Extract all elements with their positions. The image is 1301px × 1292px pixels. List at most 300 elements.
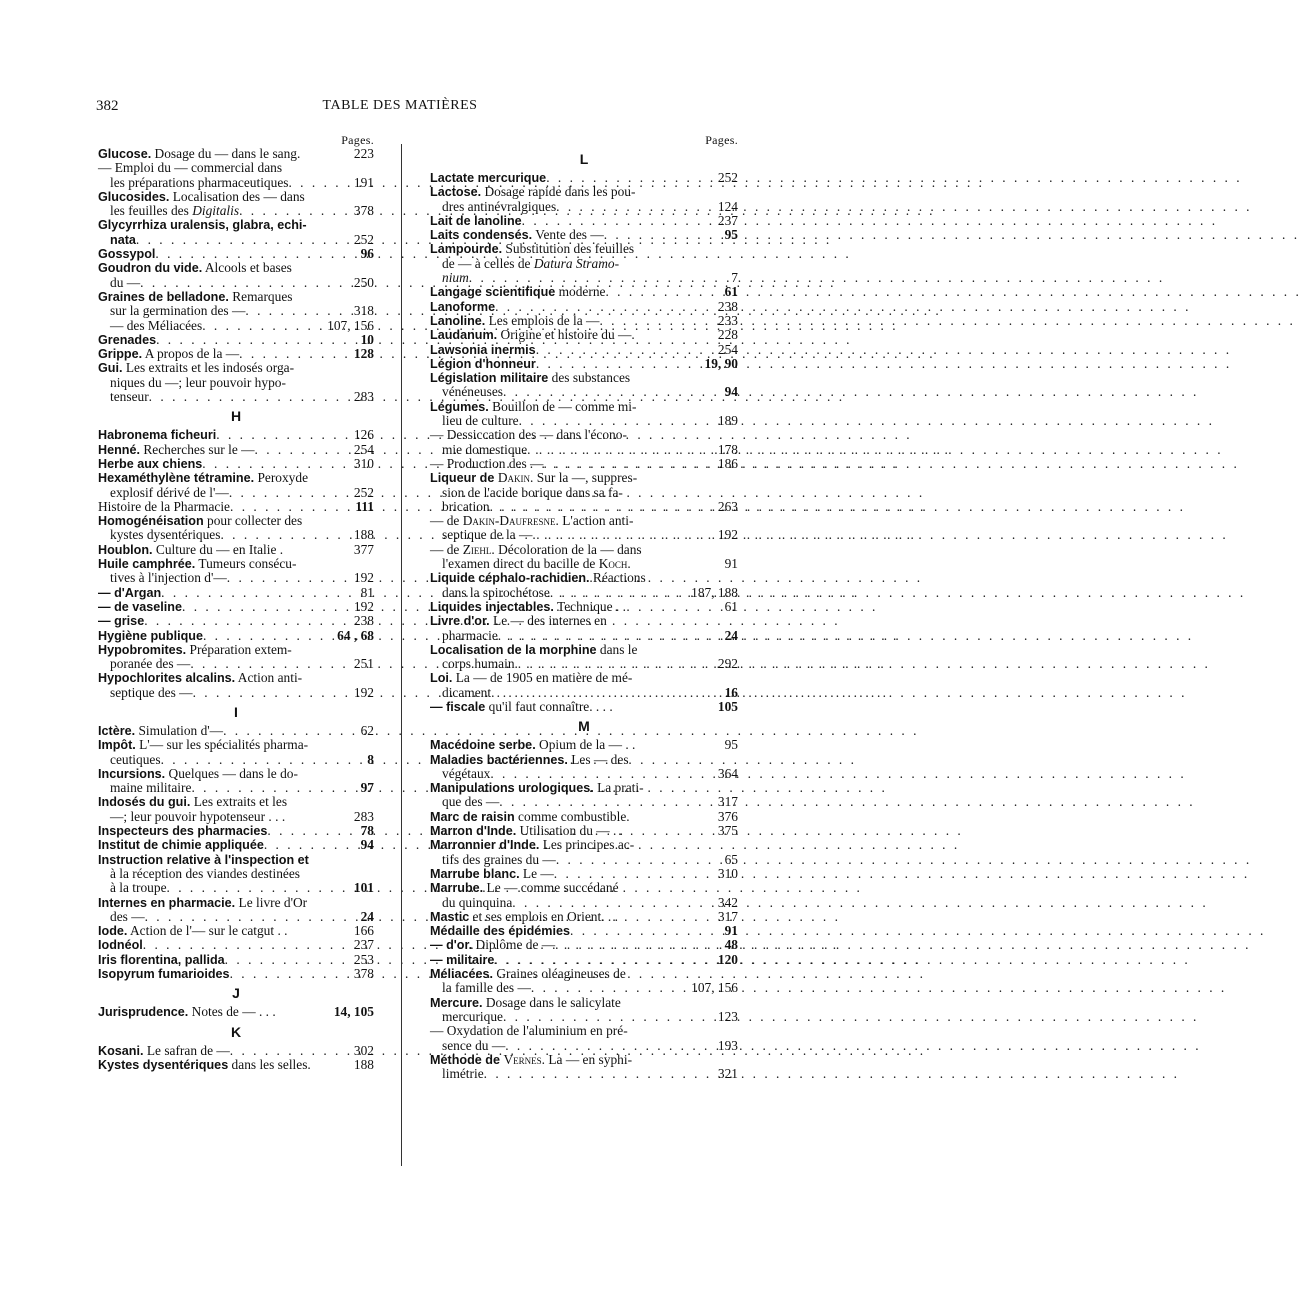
- dot-leader: [505, 1039, 715, 1053]
- entry-headword: Mercure.: [430, 995, 483, 1010]
- index-entry: [98, 600, 374, 614]
- index-entry: [98, 1044, 374, 1058]
- index-entry: [98, 671, 374, 700]
- index-entry: [98, 161, 374, 190]
- index-entry: [430, 514, 738, 543]
- page-ref: 193: [717, 1037, 738, 1053]
- page-ref: 228: [717, 327, 738, 343]
- index-entry: [430, 214, 738, 228]
- page-ref: 91: [724, 923, 738, 939]
- entry-text: Tumeurs consécu-: [195, 556, 297, 572]
- entry-headword: Liquide céphalo-rachidien.: [430, 571, 590, 586]
- page-ref: 192: [717, 527, 738, 543]
- index-entry: [98, 543, 374, 557]
- index-entry: [98, 471, 374, 500]
- index-entry: [98, 457, 374, 471]
- index-entry: [430, 571, 738, 600]
- page-ref: 283: [353, 389, 374, 405]
- index-entry: [98, 824, 374, 838]
- dot-leader: [491, 686, 722, 700]
- index-entry: [430, 471, 738, 514]
- entry-text: sion de l'acide borique dans sa fa-: [442, 484, 623, 500]
- section-letter: I: [234, 703, 238, 720]
- dot-leader: [546, 171, 715, 185]
- entry-headword: Marc de raisin: [430, 809, 515, 824]
- page-ref: 105: [717, 698, 738, 714]
- page-ref: 378: [353, 966, 374, 982]
- entry-text: brication: [442, 498, 490, 514]
- pages-label: Pages.: [705, 133, 738, 147]
- index-entry: [430, 171, 738, 185]
- entry-text: Les — des: [567, 751, 629, 767]
- index-entry: [430, 838, 738, 867]
- entry-text: sur la germination des —: [110, 303, 246, 319]
- entry-headword: — d'or.: [430, 938, 473, 953]
- entry-headword: Hexaméthylène tétramine.: [98, 471, 255, 486]
- index-entry: [430, 228, 738, 242]
- index-entry: [430, 881, 738, 910]
- index-entry: [430, 738, 738, 752]
- entry-text: — Emploi du — commercial dans: [98, 160, 283, 176]
- page-ref: 107, 156: [327, 317, 374, 333]
- page-ref: 364: [717, 765, 738, 781]
- index-entry: [98, 514, 374, 543]
- index-entry: [98, 738, 374, 767]
- entry-text: Dosage dans le salicylate: [482, 994, 621, 1010]
- entry-text: Le — des internes en: [489, 613, 607, 629]
- entry-text: septique des —: [110, 684, 193, 700]
- page-ref: 8: [367, 751, 374, 767]
- entry-text: mercurique: [442, 1008, 503, 1024]
- entry-text: La — de 1905 en matière de mé-: [452, 670, 633, 686]
- index-entry: [430, 614, 738, 643]
- page-ref: 238: [353, 613, 374, 629]
- entry-text: Les principes ac-: [539, 837, 635, 853]
- entry-text: Réactions: [589, 570, 646, 586]
- dot-leader: [230, 1044, 351, 1058]
- entry-headword: Hypochlorites alcalins.: [98, 671, 236, 686]
- entry-headword: Gossypol: [98, 247, 156, 262]
- dot-leader: [554, 867, 715, 881]
- entry-headword: nata: [110, 232, 136, 247]
- entry-text: Action anti-: [235, 670, 303, 686]
- index-entry: [430, 824, 738, 838]
- page-ref: 192: [353, 570, 374, 586]
- entry-text: moderne: [555, 284, 606, 300]
- dot-leader: [143, 938, 351, 952]
- page-ref: 376: [717, 808, 738, 824]
- page-ref: 7: [731, 270, 738, 286]
- entry-text: Datura Stramo-: [533, 255, 620, 271]
- page-ref: 95: [724, 737, 738, 753]
- entry-text: à la troupe: [110, 880, 167, 896]
- entry-headword: Légumes.: [430, 399, 489, 414]
- dot-leader: [161, 753, 365, 767]
- page-ref: 192: [353, 598, 374, 614]
- section-letter: H: [230, 408, 242, 425]
- entry-text: Remarques: [228, 288, 293, 304]
- index-entry: [430, 428, 738, 457]
- entry-text: . L'action anti-: [555, 513, 634, 529]
- index-entry: [430, 924, 738, 938]
- entry-text: Recherches sur le —: [140, 441, 255, 457]
- index-entry: [430, 314, 738, 328]
- index-entry: [98, 247, 374, 261]
- index-entry: [98, 643, 374, 672]
- page-ref: 253: [353, 951, 374, 967]
- page-ref: 24: [360, 908, 374, 924]
- entry-headword: Glucose.: [98, 147, 152, 161]
- index-entry: [98, 333, 374, 347]
- index-entry: [430, 953, 738, 967]
- page-ref: 302: [353, 1042, 374, 1058]
- index-entry: [430, 285, 738, 299]
- entry-text: — des Méliacées: [110, 317, 203, 333]
- dot-leader: [605, 285, 721, 299]
- entry-headword: Loi.: [430, 671, 453, 686]
- index-entry: [430, 753, 738, 782]
- entry-headword: Isopyrum fumarioides: [98, 967, 230, 982]
- page-ref: 189: [717, 413, 738, 429]
- entry-text: dans la spirochétose: [442, 584, 550, 600]
- index-entry: [98, 953, 374, 967]
- dot-leader: [556, 853, 722, 867]
- entry-headword: Habronema ficheuri: [98, 428, 217, 443]
- section-letter: M: [578, 718, 590, 735]
- entry-text: Histoire de la Pharmacie: [98, 498, 230, 514]
- entry-headword: — de vaseline: [98, 599, 182, 614]
- dot-leader: [543, 457, 714, 471]
- index-entry: [98, 347, 374, 361]
- entry-headword: Localisation de la morphine: [430, 642, 597, 657]
- page-ref: 187, 188: [691, 584, 738, 600]
- dot-leader: [503, 1010, 715, 1024]
- entry-headword: Légion d'honneur: [430, 356, 536, 371]
- page-ref: 62: [360, 722, 374, 738]
- entry-text: de — à celles de: [442, 255, 534, 271]
- page-ref: 166: [353, 923, 374, 939]
- entry-headword: Marron d'Inde.: [430, 824, 517, 839]
- entry-headword: Médaille des épidémies: [430, 924, 570, 939]
- entry-text: végétaux: [442, 765, 491, 781]
- entry-text: — Production des —: [430, 455, 544, 471]
- dot-leader: [503, 385, 722, 399]
- dot-leader: [156, 333, 358, 347]
- entry-text: du quinquina: [442, 894, 513, 910]
- entry-headword: Iris florentina, pallida: [98, 952, 225, 967]
- entry-text: A propos de la —: [142, 346, 240, 362]
- index-entry: [430, 781, 738, 810]
- entry-text: — de: [430, 513, 463, 529]
- page-ref: 91: [724, 556, 738, 572]
- entry-text: Dakin: [497, 470, 531, 486]
- index-entry: [98, 967, 374, 981]
- dot-leader: [223, 724, 358, 738]
- page-ref: 252: [353, 231, 374, 247]
- index-entry: [98, 319, 374, 333]
- dot-leader: [522, 214, 715, 228]
- entry-text: Vernes: [503, 1051, 542, 1067]
- page-ref: 283: [353, 808, 374, 824]
- page-ref: 97: [360, 780, 374, 796]
- entry-text: Opium de la — . .: [535, 737, 636, 753]
- page-ref: 128: [353, 346, 374, 362]
- entry-headword: Marrube.: [430, 881, 484, 896]
- entry-text: Les emplois de la —: [485, 312, 600, 328]
- entry-text: La prati-: [593, 780, 644, 796]
- column-divider: [401, 144, 402, 1166]
- entry-headword: Laudanum.: [430, 328, 498, 343]
- index-entry: [98, 586, 374, 600]
- dot-leader: [203, 629, 334, 643]
- dot-leader: [490, 500, 715, 514]
- entry-headword: Grippe.: [98, 347, 143, 362]
- entry-text: tives à l'injection d'—: [110, 570, 227, 586]
- entry-text: Localisation des — dans: [169, 188, 305, 204]
- entry-text: Technique . .: [553, 598, 626, 614]
- dot-leader: [570, 924, 722, 938]
- index-entry: [98, 443, 374, 457]
- index-entry: [98, 838, 374, 852]
- page-ref: 250: [353, 274, 374, 290]
- dot-leader: [239, 204, 351, 218]
- index-entry: [430, 643, 738, 672]
- entry-text: Vente des —: [532, 227, 604, 243]
- entry-headword: Hypobromites.: [98, 642, 187, 657]
- entry-headword: Ictère.: [98, 723, 136, 738]
- entry-headword: Homogénéisation: [98, 514, 204, 529]
- dot-leader: [550, 586, 688, 600]
- entry-headword: Hygiène publique: [98, 628, 203, 643]
- index-entry: [430, 671, 738, 700]
- index-entry: [430, 910, 738, 924]
- page-ref: 94: [360, 837, 374, 853]
- entry-headword: Méthode de: [430, 1052, 504, 1067]
- entry-text: . Sur la —, suppres-: [530, 470, 638, 486]
- dot-leader: [532, 528, 715, 542]
- entry-headword: Livre d'or.: [430, 614, 490, 629]
- entry-headword: Inspecteurs des pharmacies: [98, 824, 268, 839]
- entry-headword: — d'Argan: [98, 585, 162, 600]
- index-entry: [98, 290, 374, 319]
- dot-leader: [193, 686, 351, 700]
- entry-headword: Internes en pharmacie.: [98, 895, 236, 910]
- index-entry: [98, 190, 374, 219]
- entry-text: Dakin-Daufresne: [462, 513, 556, 529]
- index-entry: [98, 500, 374, 514]
- entry-headword: Grenades: [98, 332, 157, 347]
- entry-text: niques du —; leur pouvoir hypo-: [110, 374, 286, 390]
- entry-headword: Lait de lanoline: [430, 213, 522, 228]
- index-entry: [98, 767, 374, 796]
- entry-text: Diplôme de —: [472, 937, 556, 953]
- entry-headword: Laits condensés.: [430, 228, 533, 243]
- entry-text: Dosage du — dans le sang.: [151, 146, 301, 161]
- dot-leader: [161, 586, 357, 600]
- dot-leader: [555, 938, 721, 952]
- entry-text: sence du —: [442, 1037, 506, 1053]
- page-ref: 317: [717, 794, 738, 810]
- index-entry: [98, 724, 374, 738]
- entry-headword: Incursions.: [98, 766, 166, 781]
- index-entry: [430, 328, 738, 342]
- entry-headword: Institut de chimie appliquée: [98, 838, 264, 853]
- page-ref: 19, 90: [704, 355, 738, 371]
- dot-leader: [498, 629, 722, 643]
- entry-headword: Iode.: [98, 924, 128, 939]
- index-entry: [98, 938, 374, 952]
- index-entry: [430, 343, 738, 357]
- dot-leader: [267, 824, 357, 838]
- pages-label: Pages.: [341, 133, 374, 147]
- entry-text: maine militaire: [110, 780, 192, 796]
- entry-text: .: [627, 556, 631, 572]
- entry-text: les feuilles des: [110, 203, 193, 219]
- page-header: [0, 98, 800, 118]
- dot-leader: [190, 657, 351, 671]
- entry-text: Ziehl: [462, 541, 492, 557]
- entry-text: dans les selles.: [228, 1056, 311, 1072]
- entry-text: Bouillon de — comme mi-: [488, 398, 637, 414]
- entry-text: Graines oléagineuses de: [493, 966, 626, 982]
- entry-headword: Législation militaire: [430, 371, 549, 386]
- index-entry: [430, 867, 738, 881]
- dot-leader: [145, 910, 358, 924]
- page-ref: 107, 156: [691, 980, 738, 996]
- entry-text: septique de la —: [442, 527, 533, 543]
- index-entry: [430, 1053, 738, 1082]
- entry-text: corps humain: [442, 656, 515, 672]
- dot-leader: [531, 981, 688, 995]
- dot-leader: [144, 614, 351, 628]
- entry-headword: — fiscale: [430, 699, 486, 714]
- entry-text: . Décoloration de la — dans: [491, 541, 642, 557]
- page-ref: 188: [353, 527, 374, 543]
- index-entry: [98, 557, 374, 586]
- index-entry: [430, 967, 738, 996]
- page-ref: 48: [724, 937, 738, 953]
- index-entry: [430, 457, 738, 471]
- dot-leader: [264, 838, 358, 852]
- entry-text: kystes dysentériques: [110, 527, 221, 543]
- index-entry: [98, 1005, 374, 1019]
- page-ref: 310: [353, 455, 374, 471]
- index-entry: [430, 371, 738, 400]
- left-entries: [98, 147, 374, 1072]
- entry-text: Simulation d'—: [135, 722, 224, 738]
- section-letter: L: [579, 151, 589, 167]
- index-entry: [98, 795, 374, 824]
- page-ref: 61: [724, 598, 738, 614]
- entry-headword: Maladies bactériennes.: [430, 752, 568, 767]
- index-entry: [430, 700, 738, 714]
- entry-headword: Lactate mercurique: [430, 171, 547, 185]
- index-entry: [98, 218, 374, 247]
- dot-leader: [288, 176, 350, 190]
- index-entry: [430, 400, 738, 429]
- entry-headword: — grise: [98, 614, 145, 629]
- entry-headword: Gui.: [98, 361, 123, 376]
- dot-leader: [149, 390, 351, 404]
- entry-text: du —: [110, 274, 141, 290]
- index-entry: [98, 261, 374, 290]
- page-ref: 14, 105: [333, 1004, 374, 1020]
- dot-leader: [182, 600, 351, 614]
- page-ref: 375: [717, 823, 738, 839]
- page-number: 382: [96, 98, 119, 114]
- page-ref: 186: [717, 455, 738, 471]
- page-ref: 94: [724, 384, 738, 400]
- page-ref: 237: [353, 937, 374, 953]
- entry-headword: Huile camphrée.: [98, 557, 196, 572]
- index-entry: [430, 185, 738, 214]
- entry-headword: Marronnier d'Inde.: [430, 838, 540, 853]
- entry-headword: Macédoine serbe.: [430, 738, 536, 753]
- dot-leader: [245, 304, 351, 318]
- index-column-right: [430, 133, 738, 1081]
- index-entry: [430, 938, 738, 952]
- entry-text: la famille des —: [442, 980, 531, 996]
- page-ref: 377: [353, 541, 374, 557]
- entry-text: à la réception des viandes destinées: [110, 865, 300, 881]
- entry-headword: Henné.: [98, 442, 140, 457]
- page-ref: 252: [717, 170, 738, 185]
- dot-leader: [527, 443, 715, 457]
- page-ref: 81: [360, 584, 374, 600]
- page-ref: 101: [353, 880, 374, 896]
- entry-headword: Lanoforme: [430, 299, 496, 314]
- dot-leader: [216, 428, 351, 442]
- entry-headword: — militaire: [430, 952, 495, 967]
- entry-text: les préparations pharmaceutiques: [110, 174, 289, 190]
- page-ref: 24: [724, 627, 738, 643]
- page-ref: 292: [717, 656, 738, 672]
- dot-leader: [140, 276, 351, 290]
- index-entry: [430, 242, 738, 285]
- entry-text: pharmacie: [442, 627, 498, 643]
- entry-headword: Kystes dysentériques: [98, 1057, 229, 1072]
- entry-text: Le — comme succédané: [483, 880, 619, 896]
- page-ref: 16: [724, 684, 738, 700]
- page-ref: 61: [724, 284, 738, 300]
- section-letter: K: [230, 1023, 242, 1040]
- index-entry: [98, 924, 374, 938]
- dot-leader: [220, 528, 350, 542]
- entry-text: Origine et histoire du —.: [497, 327, 635, 343]
- index-entry: [430, 600, 738, 614]
- entry-headword: Iodnéol: [98, 938, 143, 953]
- entry-text: — Oxydation de l'aluminium en pré-: [430, 1023, 628, 1039]
- page-ref: 10: [360, 331, 374, 347]
- page-ref: 192: [353, 684, 374, 700]
- entry-headword: Liquides injectables.: [430, 599, 554, 614]
- entry-headword: Marrube blanc.: [430, 866, 520, 881]
- page-ref: 254: [717, 341, 738, 357]
- entry-text: comme combustible.: [514, 808, 630, 824]
- index-entry: [430, 996, 738, 1025]
- entry-headword: Impôt.: [98, 738, 136, 753]
- entry-text: Les extraits et les indosés orga-: [122, 360, 295, 376]
- page-ref: 191: [353, 174, 374, 190]
- dot-leader: [191, 781, 357, 795]
- page-ref: 238: [717, 298, 738, 314]
- entry-text: que des —: [442, 794, 500, 810]
- index-entry: [98, 428, 374, 442]
- entry-headword: Langage scientifique: [430, 285, 556, 300]
- entry-headword: Liqueur de: [430, 471, 498, 486]
- entry-text: Les extraits et les: [190, 794, 288, 810]
- entry-text: des substances: [548, 370, 631, 386]
